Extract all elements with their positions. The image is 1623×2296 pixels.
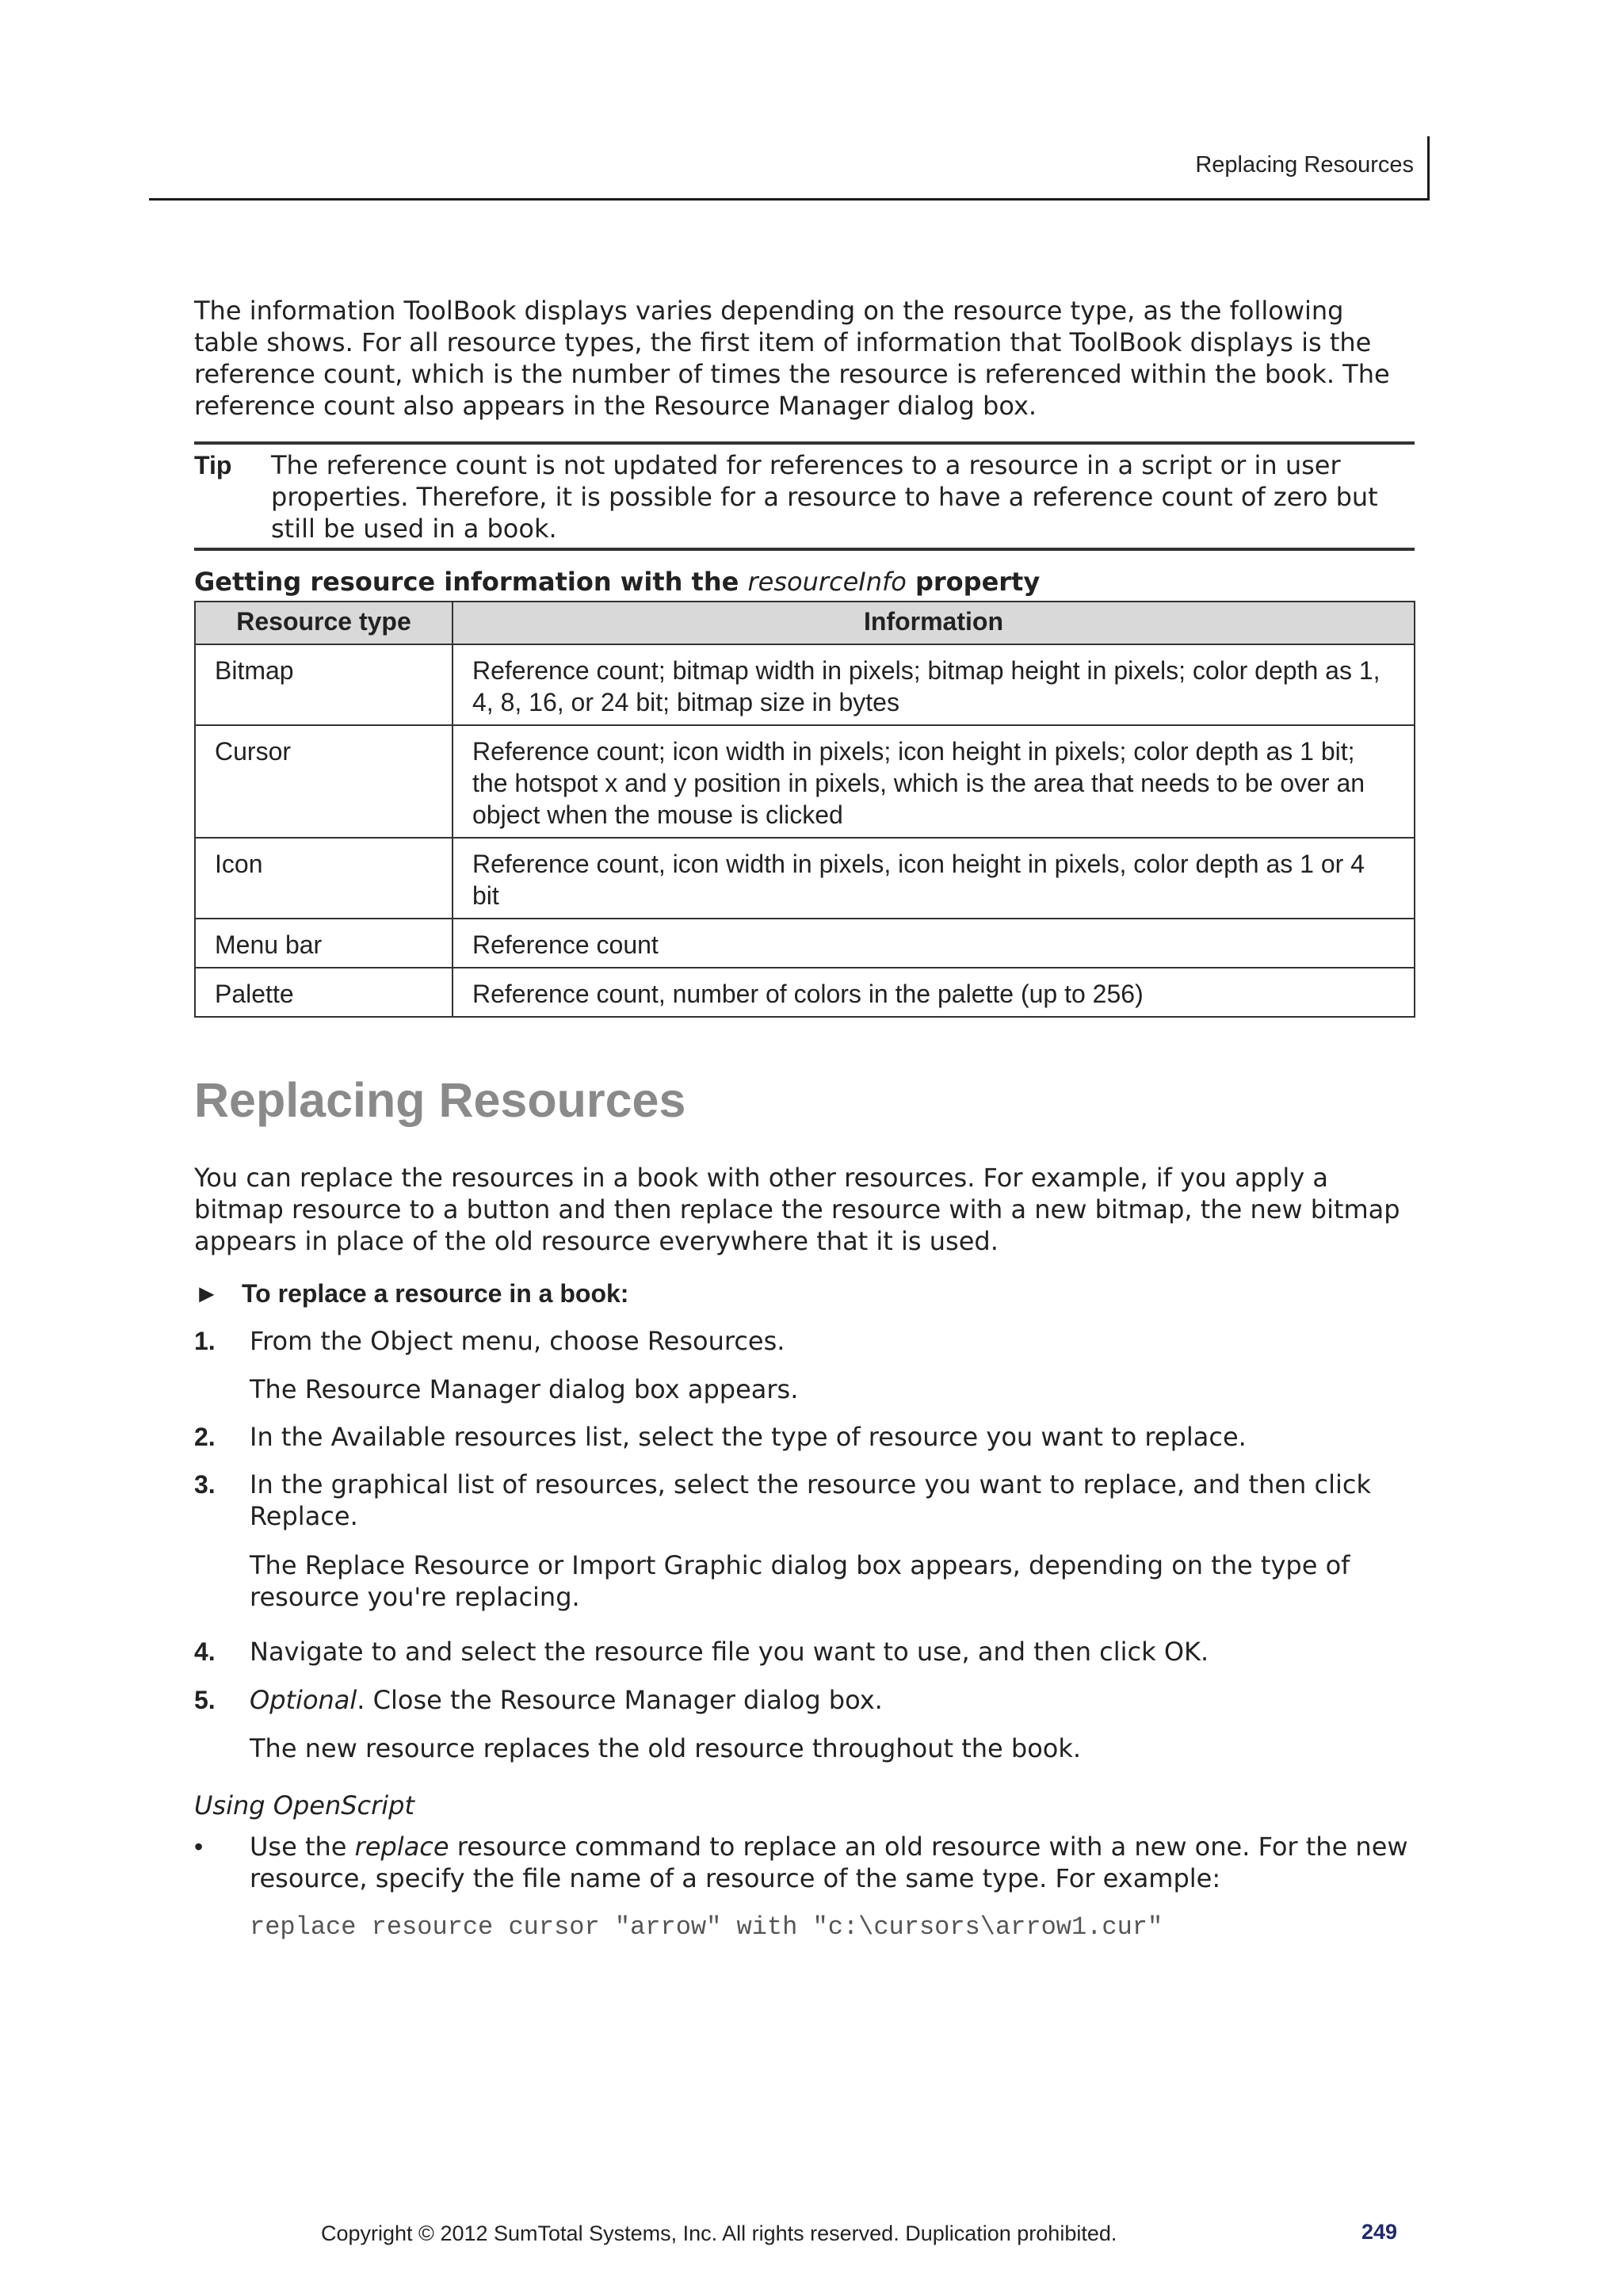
cell-type: Cursor <box>195 725 453 838</box>
section-paragraph: You can replace the resources in a book with other resources. For example, if you apply a bitmap resource to a button and then replace the resource with a new bitmap, the new bitmap appears in place of the old resource everywhere that it is used. <box>194 1163 1400 1256</box>
cell-type: Menu bar <box>195 919 453 968</box>
step-number: 5. <box>194 1686 216 1714</box>
cell-type: Bitmap <box>195 644 453 725</box>
header-rule-vertical <box>1427 136 1430 198</box>
table-header-row <box>195 602 1415 644</box>
step-text: In the Available resources list, select the type of resource you want to replace. <box>250 1422 1247 1452</box>
cell-info: Reference count, icon width in pixels, icon height in pixels, color depth as 1 or 4 bit <box>453 838 1415 919</box>
procedure-title: To replace a resource in a book: <box>242 1279 629 1308</box>
cell-info: Reference count <box>453 919 1415 968</box>
footer-copyright: Copyright © 2012 SumTotal Systems, Inc. All rights reserved. Duplication prohibited. <box>321 2222 1117 2245</box>
table-row <box>195 968 1415 1017</box>
step-2 <box>194 1421 1415 1453</box>
step-text <box>250 1684 1415 1716</box>
cell-info: Reference count, number of colors in the palette (up to 256) <box>453 968 1415 1017</box>
step-text-rest: . Close the Resource Manager dialog box. <box>357 1685 883 1715</box>
tip-box <box>194 441 1415 551</box>
tip-text: The reference count is not updated for references to a resource in a script or in user properties. Therefore, it is possible for a resource to have a reference count of zero but still be used in a book. <box>271 450 1378 544</box>
cell-info: Reference count; bitmap width in pixels; bitmap height in pixels; color depth as 1, 4, 8, 16, or 24 bit; bitmap size in bytes <box>453 644 1415 725</box>
procedure-arrow-icon: ► <box>194 1279 220 1308</box>
step-number: 2. <box>194 1423 216 1451</box>
page-number: 249 <box>1361 2220 1398 2244</box>
cell-info: Reference count; icon width in pixels; icon height in pixels; color depth as 1 bit; the hotspot x and y position in pixels, which is the area that needs to be over an object when the mouse is clicked <box>453 725 1415 838</box>
resource-info-table <box>194 601 1415 1018</box>
cell-type: Icon <box>195 838 453 919</box>
running-header-title: Replacing Resources <box>1195 152 1414 178</box>
step-text: Navigate to and select the resource file you want to use, and then click OK. <box>250 1637 1209 1667</box>
step-optional-label: Optional <box>250 1685 357 1715</box>
step-note: The Resource Manager dialog box appears. <box>250 1374 799 1404</box>
step-number: 1. <box>194 1327 216 1355</box>
tip-label: Tip <box>194 451 232 479</box>
step-note: The new resource replaces the old resource throughout the book. <box>250 1733 1082 1763</box>
bullet-text-post: resource command to replace an old resource with a new one. For the new resource, specify the file name of a resource of the same type. For example: <box>250 1832 1408 1893</box>
col-header-information: Information <box>453 602 1415 644</box>
step-text: In the graphical list of resources, select the resource you want to replace, and then click Replace. <box>250 1469 1371 1531</box>
col-header-resource-type: Resource type <box>195 602 453 644</box>
table-caption-pre: Getting resource information with the <box>194 567 748 597</box>
step-number: 4. <box>194 1637 216 1666</box>
section-heading: Replacing Resources <box>194 1073 686 1127</box>
table-row <box>195 919 1415 968</box>
bullet-icon: • <box>194 1832 204 1861</box>
cell-type: Palette <box>195 968 453 1017</box>
table-caption <box>194 566 1415 598</box>
step-note: The Replace Resource or Import Graphic dialog box appears, depending on the type of resource you're replacing. <box>250 1550 1350 1612</box>
table-caption-post: property <box>906 567 1041 597</box>
bullet-text-pre: Use the <box>250 1832 355 1862</box>
bullet-text <box>250 1831 1415 1894</box>
step-5 <box>194 1684 1415 1716</box>
using-openscript-label: Using OpenScript <box>194 1790 415 1820</box>
table-row <box>195 644 1415 725</box>
code-example: replace resource cursor "arrow" with "c:\cursors\arrow1.cur" <box>250 1912 1163 1942</box>
step-3 <box>194 1469 1415 1532</box>
intro-paragraph: The information ToolBook displays varies depending on the resource type, as the following table shows. For all resource types, the first item of information that ToolBook displays is the reference count, which is the number of times the resource is referenced within the book. The reference count also appears in the Resource Manager dialog box. <box>194 296 1390 421</box>
bullet-text-em: replace <box>354 1832 449 1862</box>
procedure-heading <box>194 1278 1415 1309</box>
bullet-item <box>194 1831 1415 1894</box>
step-1 <box>194 1325 1415 1357</box>
running-header <box>149 136 1430 201</box>
table-row <box>195 725 1415 838</box>
step-4 <box>194 1636 1415 1668</box>
step-number: 3. <box>194 1470 216 1499</box>
table-row <box>195 838 1415 919</box>
step-text: From the Object menu, choose Resources. <box>250 1326 785 1356</box>
table-caption-em: resourceInfo <box>747 567 907 597</box>
